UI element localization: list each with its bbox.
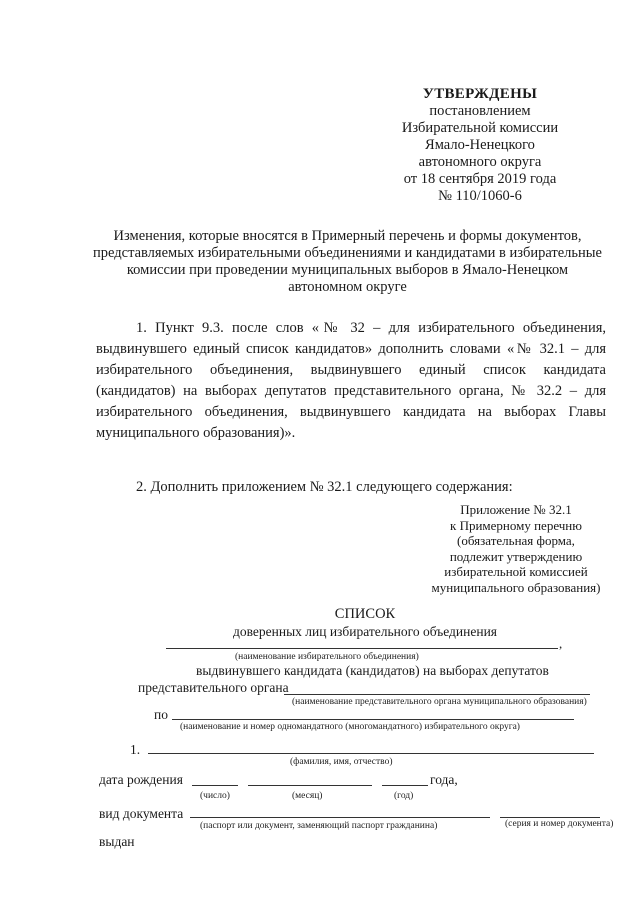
approval-line: постановлением [429, 103, 531, 119]
form-title: СПИСОК [334, 606, 396, 622]
label-year-suffix: года, [430, 772, 458, 787]
hint-day: (число) [200, 791, 230, 801]
approval-line: автономного округа [418, 154, 542, 170]
appendix-note [426, 502, 606, 595]
approval-block [360, 86, 600, 205]
hint-full-name: (фамилия, имя, отчество) [290, 757, 393, 767]
hint-association-name: (наименование избирательного объединения) [235, 652, 419, 662]
item-number: 1. [130, 742, 141, 757]
appendix-line: муниципального образования) [431, 579, 601, 595]
label-representative-body: представительного органа [138, 680, 289, 695]
hint-series-number: (серия и номер документа) [505, 819, 614, 829]
association-name-line[interactable] [166, 648, 558, 649]
birth-year-line[interactable] [382, 785, 428, 786]
approval-line: Избирательной комиссии [401, 120, 559, 136]
appendix-line: подлежит утверждению [449, 548, 583, 564]
approval-line: от 18 сентября 2019 года [403, 171, 557, 187]
paragraph-2: 2. Дополнить приложением № 32.1 следующего содержания: [136, 479, 513, 495]
label-birth-date: дата рождения [99, 772, 183, 787]
birth-month-line[interactable] [248, 785, 372, 786]
hint-month: (месяц) [292, 791, 323, 801]
appendix-line: к Примерному перечню [450, 517, 582, 533]
label-document-type: вид документа [99, 806, 184, 821]
hint-body-name: (наименование представительного органа муниципального образования) [292, 697, 587, 707]
approval-line: Ямало-Ненецкого [425, 137, 535, 153]
hint-district: (наименование и номер одномандатного (многомандатного) избирательного округа) [180, 722, 520, 732]
appendix-line: (обязательная форма, [457, 533, 575, 548]
hint-year: (год) [394, 791, 414, 801]
nominated-line: выдвинувшего кандидата (кандидатов) на выборах депутатов [196, 663, 549, 678]
label-po: по [154, 707, 168, 722]
document-heading: Изменения, которые вносятся в Примерный перечень и формы документов, представляемых избирательными объединениями и кандидатами в избирательные комиссии при проведении муниципальных выборов в Ямало-Ненецком автономном округе [93, 228, 602, 295]
birth-day-line[interactable] [192, 785, 238, 786]
approval-title: УТВЕРЖДЕНЫ [422, 86, 538, 102]
body-name-line[interactable] [284, 694, 590, 695]
comma: , [559, 636, 563, 651]
hint-document: (паспорт или документ, заменяющий паспорт гражданина) [200, 821, 438, 831]
label-issued: выдан [99, 834, 135, 849]
paragraph-1: 1. Пункт 9.3. после слов «№ 32 – для избирательного объединения, выдвинувшего единый список кандидатов» дополнить словами «№ 32.1 – для избирательного объединения, выдвинувшего единый список кандидата (кандидатов) на выборах депутатов представительного органа, № 32.2 – для избирательного объединения, выдвинувшего кандидата на выборах Главы муниципального образования)». [96, 320, 606, 441]
appendix-line: избирательной комиссией [444, 564, 588, 579]
form-subtitle: доверенных лиц избирательного объединения [232, 624, 498, 639]
approval-line: № 110/1060-6 [438, 188, 522, 204]
district-line[interactable] [172, 719, 574, 720]
document-series-line[interactable] [500, 817, 600, 818]
full-name-line[interactable] [148, 753, 594, 754]
appendix-line: Приложение № 32.1 [460, 502, 572, 517]
document-type-line[interactable] [190, 817, 490, 818]
